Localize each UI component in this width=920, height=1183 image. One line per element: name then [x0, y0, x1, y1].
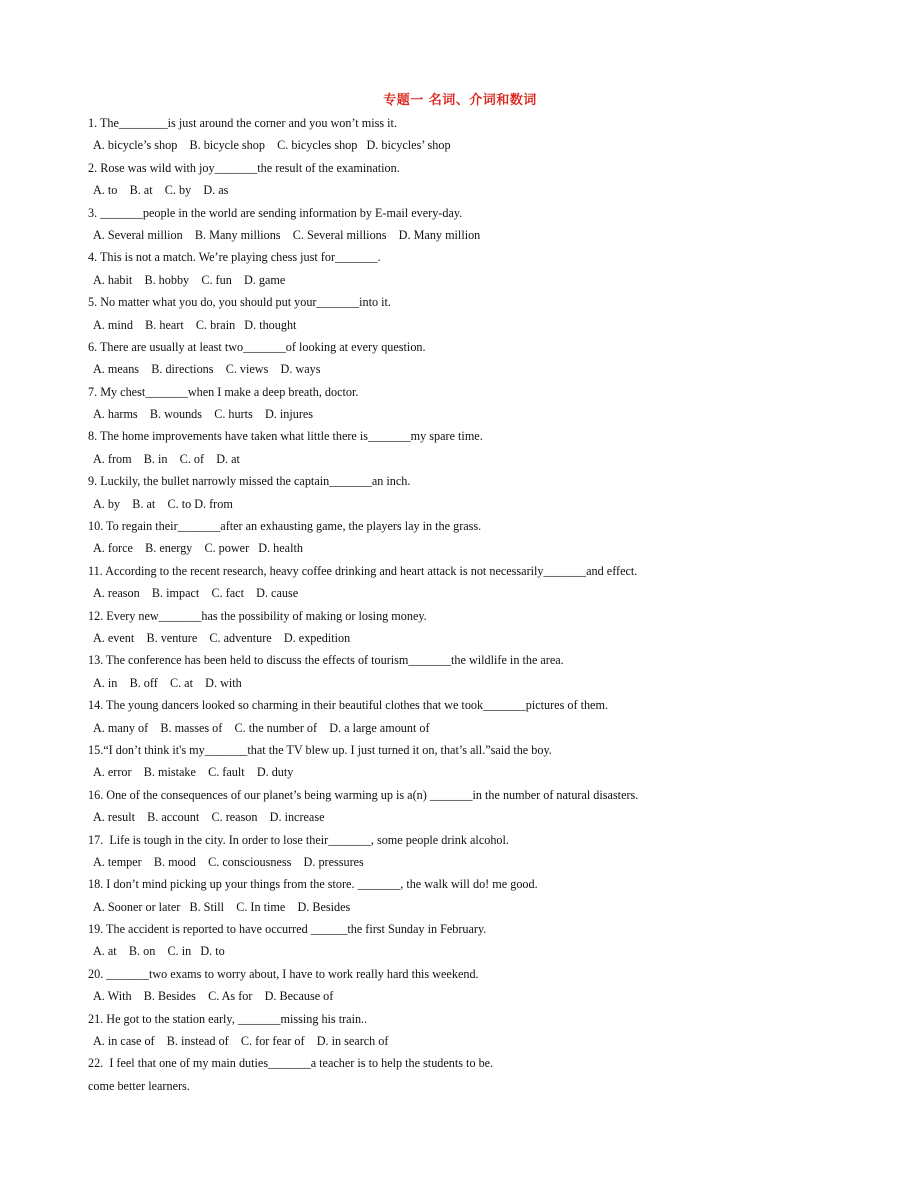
question-stem: 14. The young dancers looked so charming in their beautiful clothes that we took_______pictures of them.	[88, 698, 608, 713]
question-stem: 4. This is not a match. We’re playing chess just for_______.	[88, 250, 381, 265]
question-stem: 13. The conference has been held to discuss the effects of tourism_______the wildlife in the area.	[88, 653, 564, 668]
question-stem: 3. _______people in the world are sending information by E-mail every-day.	[88, 205, 463, 220]
question-stem: 22. I feel that one of my main duties_______a teacher is to help the students to be.	[88, 1056, 494, 1071]
question-options: A. event B. venture C. adventure D. expedition	[93, 630, 351, 645]
question-options: A. habit B. hobby C. fun D. game	[93, 272, 286, 287]
question-options: A. error B. mistake C. fault D. duty	[93, 765, 294, 780]
question-stem: 10. To regain their_______after an exhausting game, the players lay in the grass.	[88, 519, 482, 534]
question-stem: 6. There are usually at least two_______of looking at every question.	[88, 339, 426, 354]
question-stem: 11. According to the recent research, heavy coffee drinking and heart attack is not necessarily_______and effect.	[88, 563, 638, 578]
question-options: A. at B. on C. in D. to	[93, 944, 225, 959]
question-options: A. force B. energy C. power D. health	[93, 541, 303, 556]
question-options: A. reason B. impact C. fact D. cause	[93, 586, 299, 601]
question-options: A. mind B. heart C. brain D. thought	[93, 317, 297, 332]
question-stem: 7. My chest_______when I make a deep breath, doctor.	[88, 384, 359, 399]
question-stem: 17. Life is tough in the city. In order to lose their_______, some people drink alcohol.	[88, 832, 509, 847]
question-options: A. to B. at C. by D. as	[93, 183, 229, 198]
question-stem: 15.“I don’t think it's my_______that the TV blew up. I just turned it on, that’s all.”said the boy.	[88, 742, 552, 757]
question-options: A. temper B. mood C. consciousness D. pressures	[93, 854, 364, 869]
question-list	[88, 112, 808, 1097]
question-options: A. from B. in C. of D. at	[93, 451, 240, 466]
question-stem: 8. The home improvements have taken what little there is_______my spare time.	[88, 429, 483, 444]
question-options: A. Sooner or later B. Still C. In time D. Besides	[93, 899, 351, 914]
question-options: A. many of B. masses of C. the number of D. a large amount of	[93, 720, 430, 735]
question-options: come better learners.	[88, 1078, 190, 1093]
page-title: 专题一 名词、介词和数词	[383, 93, 537, 108]
question-options: A. in B. off C. at D. with	[93, 675, 242, 690]
question-stem: 1. The________is just around the corner and you won’t miss it.	[88, 116, 397, 130]
question-stem: 18. I don’t mind picking up your things from the store. _______, the walk will do! me good.	[88, 877, 538, 892]
question-stem: 21. He got to the station early, _______missing his train..	[88, 1011, 368, 1026]
question-options: A. means B. directions C. views D. ways	[93, 362, 321, 377]
question-options: A. result B. account C. reason D. increase	[93, 810, 325, 825]
question-options: A. With B. Besides C. As for D. Because of	[93, 989, 334, 1004]
question-stem: 12. Every new_______has the possibility of making or losing money.	[88, 608, 427, 623]
question-stem: 2. Rose was wild with joy_______the result of the examination.	[88, 160, 400, 175]
question-stem: 5. No matter what you do, you should put your_______into it.	[88, 295, 391, 310]
question-options: A. in case of B. instead of C. for fear of D. in search of	[93, 1034, 389, 1049]
question-options: A. harms B. wounds C. hurts D. injures	[93, 407, 314, 422]
question-options: A. Several million B. Many millions C. Several millions D. Many million	[93, 227, 481, 242]
question-stem: 9. Luckily, the bullet narrowly missed the captain_______an inch.	[88, 474, 411, 489]
question-stem: 19. The accident is reported to have occurred ______the first Sunday in February.	[88, 922, 487, 937]
question-stem: 20. _______two exams to worry about, I have to work really hard this weekend.	[88, 966, 479, 981]
question-options: A. bicycle’s shop B. bicycle shop C. bicycles shop D. bicycles’ shop	[93, 138, 451, 153]
question-stem: 16. One of the consequences of our planet’s being warming up is a(n) _______in the number of natural disasters.	[88, 787, 639, 802]
question-options: A. by B. at C. to D. from	[93, 496, 233, 511]
